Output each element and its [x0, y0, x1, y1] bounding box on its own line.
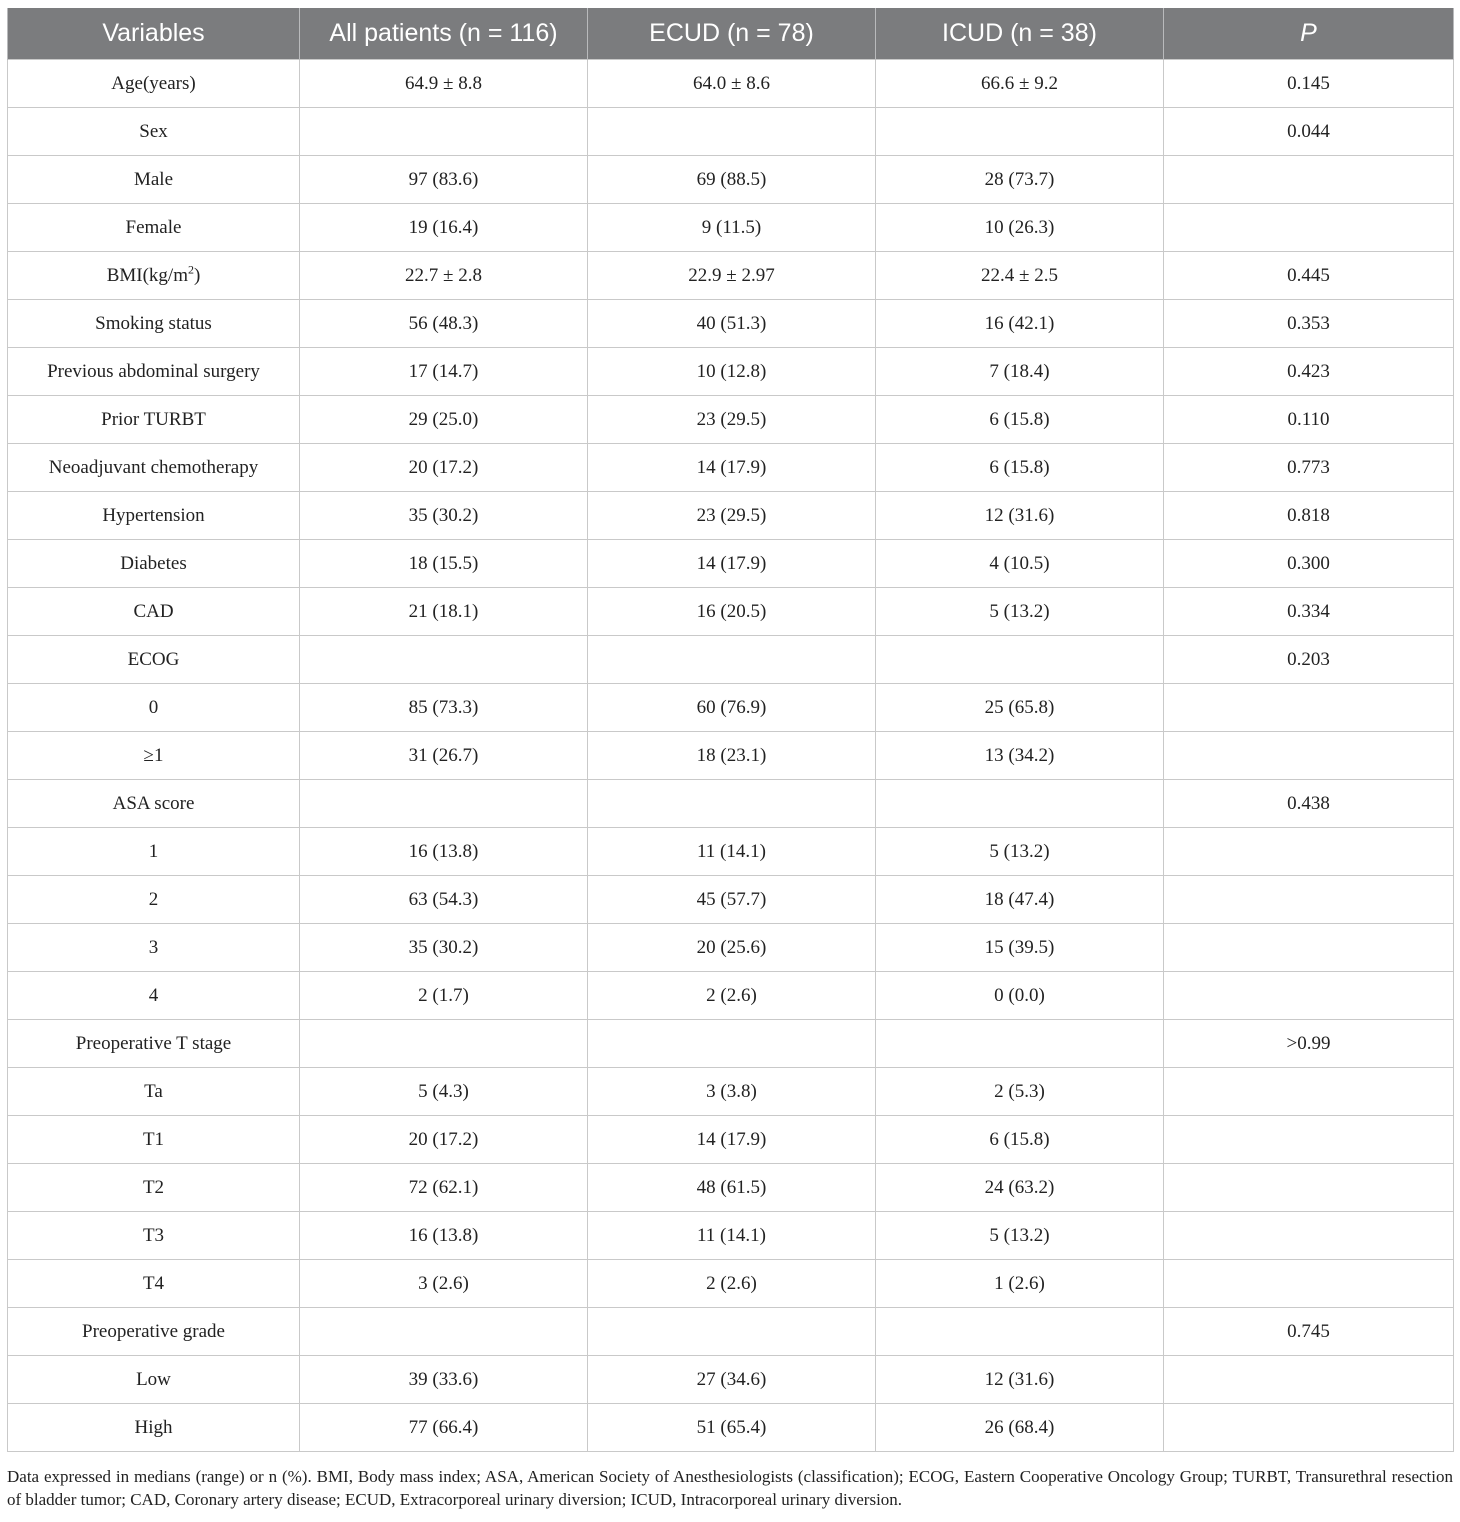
- icud-cell: 5 (13.2): [876, 828, 1164, 876]
- ecud-cell: 9 (11.5): [588, 204, 876, 252]
- table-row: [8, 348, 1454, 396]
- p-value-cell: [1164, 684, 1454, 732]
- all-patients-cell: [300, 1308, 588, 1356]
- p-value-cell: [1164, 876, 1454, 924]
- p-value-cell: [1164, 732, 1454, 780]
- all-patients-cell: 18 (15.5): [300, 540, 588, 588]
- table-row: [8, 1068, 1454, 1116]
- icud-cell: 13 (34.2): [876, 732, 1164, 780]
- table-row: [8, 252, 1454, 300]
- p-value-cell: [1164, 156, 1454, 204]
- variable-cell: Prior TURBT: [8, 396, 300, 444]
- icud-cell: 25 (65.8): [876, 684, 1164, 732]
- table-row: [8, 1020, 1454, 1068]
- p-value-cell: [1164, 1068, 1454, 1116]
- header-all-patients: All patients (n = 116): [300, 8, 588, 60]
- all-patients-cell: 3 (2.6): [300, 1260, 588, 1308]
- variable-cell: CAD: [8, 588, 300, 636]
- p-value-cell: [1164, 1116, 1454, 1164]
- table-row: [8, 1308, 1454, 1356]
- table-row: [8, 924, 1454, 972]
- all-patients-cell: [300, 108, 588, 156]
- variable-cell: Ta: [8, 1068, 300, 1116]
- table-row: [8, 1404, 1454, 1452]
- patient-characteristics-table: [7, 8, 1454, 1452]
- icud-cell: 7 (18.4): [876, 348, 1164, 396]
- variable-cell: T3: [8, 1212, 300, 1260]
- icud-cell: 24 (63.2): [876, 1164, 1164, 1212]
- variable-cell: Diabetes: [8, 540, 300, 588]
- all-patients-cell: 72 (62.1): [300, 1164, 588, 1212]
- icud-cell: 12 (31.6): [876, 492, 1164, 540]
- variable-cell: ≥1: [8, 732, 300, 780]
- ecud-cell: 14 (17.9): [588, 540, 876, 588]
- p-value-cell: [1164, 1260, 1454, 1308]
- ecud-cell: 22.9 ± 2.97: [588, 252, 876, 300]
- ecud-cell: 27 (34.6): [588, 1356, 876, 1404]
- icud-cell: 22.4 ± 2.5: [876, 252, 1164, 300]
- table-row: [8, 636, 1454, 684]
- table-row: [8, 972, 1454, 1020]
- ecud-cell: 51 (65.4): [588, 1404, 876, 1452]
- all-patients-cell: 19 (16.4): [300, 204, 588, 252]
- table-row: [8, 444, 1454, 492]
- variable-cell: ASA score: [8, 780, 300, 828]
- all-patients-cell: 35 (30.2): [300, 492, 588, 540]
- ecud-cell: 48 (61.5): [588, 1164, 876, 1212]
- table-row: [8, 204, 1454, 252]
- ecud-cell: [588, 636, 876, 684]
- p-value-cell: 0.745: [1164, 1308, 1454, 1356]
- ecud-cell: 40 (51.3): [588, 300, 876, 348]
- table-row: [8, 780, 1454, 828]
- all-patients-cell: 2 (1.7): [300, 972, 588, 1020]
- icud-cell: 28 (73.7): [876, 156, 1164, 204]
- p-value-cell: [1164, 972, 1454, 1020]
- variable-cell: [8, 252, 300, 300]
- ecud-cell: 2 (2.6): [588, 972, 876, 1020]
- icud-cell: [876, 108, 1164, 156]
- ecud-cell: 11 (14.1): [588, 1212, 876, 1260]
- p-value-cell: 0.773: [1164, 444, 1454, 492]
- all-patients-cell: 22.7 ± 2.8: [300, 252, 588, 300]
- all-patients-cell: 31 (26.7): [300, 732, 588, 780]
- icud-cell: 6 (15.8): [876, 444, 1164, 492]
- icud-cell: 10 (26.3): [876, 204, 1164, 252]
- icud-cell: 66.6 ± 9.2: [876, 60, 1164, 108]
- p-value-cell: [1164, 1404, 1454, 1452]
- all-patients-cell: 17 (14.7): [300, 348, 588, 396]
- variable-cell: T1: [8, 1116, 300, 1164]
- header-icud: ICUD (n = 38): [876, 8, 1164, 60]
- p-value-cell: 0.445: [1164, 252, 1454, 300]
- header-p-value: P: [1164, 8, 1454, 60]
- p-value-cell: [1164, 1164, 1454, 1212]
- variable-cell: Age(years): [8, 60, 300, 108]
- icud-cell: 18 (47.4): [876, 876, 1164, 924]
- ecud-cell: 23 (29.5): [588, 492, 876, 540]
- p-value-cell: 0.818: [1164, 492, 1454, 540]
- all-patients-cell: 64.9 ± 8.8: [300, 60, 588, 108]
- table-row: [8, 396, 1454, 444]
- all-patients-cell: 56 (48.3): [300, 300, 588, 348]
- all-patients-cell: 85 (73.3): [300, 684, 588, 732]
- bmi-label-superscript: 2: [187, 262, 194, 277]
- ecud-cell: 14 (17.9): [588, 444, 876, 492]
- ecud-cell: [588, 1020, 876, 1068]
- ecud-cell: 64.0 ± 8.6: [588, 60, 876, 108]
- ecud-cell: 18 (23.1): [588, 732, 876, 780]
- ecud-cell: 3 (3.8): [588, 1068, 876, 1116]
- icud-cell: 5 (13.2): [876, 1212, 1164, 1260]
- variable-cell: T4: [8, 1260, 300, 1308]
- variable-cell: Smoking status: [8, 300, 300, 348]
- table-row: [8, 540, 1454, 588]
- icud-cell: 16 (42.1): [876, 300, 1164, 348]
- all-patients-cell: 39 (33.6): [300, 1356, 588, 1404]
- variable-cell: Male: [8, 156, 300, 204]
- variable-cell: Previous abdominal surgery: [8, 348, 300, 396]
- ecud-cell: 45 (57.7): [588, 876, 876, 924]
- variable-cell: Hypertension: [8, 492, 300, 540]
- all-patients-cell: 16 (13.8): [300, 1212, 588, 1260]
- table-row: [8, 588, 1454, 636]
- ecud-cell: [588, 108, 876, 156]
- p-value-cell: 0.203: [1164, 636, 1454, 684]
- variable-cell: ECOG: [8, 636, 300, 684]
- table-header-row: [8, 8, 1454, 60]
- all-patients-cell: 20 (17.2): [300, 444, 588, 492]
- table-row: [8, 732, 1454, 780]
- table-body: [8, 60, 1454, 1452]
- table-row: [8, 108, 1454, 156]
- table-row: [8, 828, 1454, 876]
- header-ecud: ECUD (n = 78): [588, 8, 876, 60]
- all-patients-cell: [300, 636, 588, 684]
- ecud-cell: 11 (14.1): [588, 828, 876, 876]
- variable-cell: T2: [8, 1164, 300, 1212]
- icud-cell: 2 (5.3): [876, 1068, 1164, 1116]
- p-value-cell: 0.423: [1164, 348, 1454, 396]
- icud-cell: 15 (39.5): [876, 924, 1164, 972]
- icud-cell: 4 (10.5): [876, 540, 1164, 588]
- p-value-cell: [1164, 1356, 1454, 1404]
- bmi-label-suffix: ): [193, 264, 201, 286]
- ecud-cell: [588, 1308, 876, 1356]
- variable-cell: Female: [8, 204, 300, 252]
- bmi-label-prefix: BMI(kg/m: [106, 264, 188, 286]
- p-value-cell: >0.99: [1164, 1020, 1454, 1068]
- variable-cell: 1: [8, 828, 300, 876]
- table-footnote: Data expressed in medians (range) or n (%). BMI, Body mass index; ASA, American Society of Anesthesiologists (classification); ECOG, Eastern Cooperative Oncology Group; TURBT, Transurethral resection of bladder tumor; CAD, Coronary artery disease; ECUD, Extracorporeal urinary diversion; ICUD, Intracorporeal urinary diversion.: [7, 1467, 1453, 1509]
- icud-cell: [876, 1020, 1164, 1068]
- all-patients-cell: 63 (54.3): [300, 876, 588, 924]
- all-patients-cell: 35 (30.2): [300, 924, 588, 972]
- icud-cell: 1 (2.6): [876, 1260, 1164, 1308]
- variable-cell: Sex: [8, 108, 300, 156]
- ecud-cell: 2 (2.6): [588, 1260, 876, 1308]
- ecud-cell: 14 (17.9): [588, 1116, 876, 1164]
- p-value-cell: 0.334: [1164, 588, 1454, 636]
- p-value-cell: 0.110: [1164, 396, 1454, 444]
- p-value-cell: 0.353: [1164, 300, 1454, 348]
- icud-cell: 0 (0.0): [876, 972, 1164, 1020]
- all-patients-cell: 77 (66.4): [300, 1404, 588, 1452]
- variable-cell: Neoadjuvant chemotherapy: [8, 444, 300, 492]
- variable-cell: 0: [8, 684, 300, 732]
- variable-cell: 2: [8, 876, 300, 924]
- p-value-cell: [1164, 924, 1454, 972]
- ecud-cell: 10 (12.8): [588, 348, 876, 396]
- table-row: [8, 156, 1454, 204]
- all-patients-cell: 20 (17.2): [300, 1116, 588, 1164]
- all-patients-cell: 16 (13.8): [300, 828, 588, 876]
- ecud-cell: 20 (25.6): [588, 924, 876, 972]
- variable-cell: Low: [8, 1356, 300, 1404]
- table-row: [8, 1356, 1454, 1404]
- table-row: [8, 492, 1454, 540]
- table-row: [8, 1164, 1454, 1212]
- table-row: [8, 1116, 1454, 1164]
- icud-cell: 6 (15.8): [876, 1116, 1164, 1164]
- p-value-cell: [1164, 204, 1454, 252]
- p-value-cell: [1164, 828, 1454, 876]
- icud-cell: [876, 1308, 1164, 1356]
- variable-cell: Preoperative T stage: [8, 1020, 300, 1068]
- table-container: [7, 8, 1453, 1452]
- icud-cell: 12 (31.6): [876, 1356, 1164, 1404]
- all-patients-cell: 5 (4.3): [300, 1068, 588, 1116]
- all-patients-cell: [300, 780, 588, 828]
- all-patients-cell: 21 (18.1): [300, 588, 588, 636]
- table-row: [8, 1212, 1454, 1260]
- icud-cell: 5 (13.2): [876, 588, 1164, 636]
- p-value-cell: 0.044: [1164, 108, 1454, 156]
- icud-cell: 6 (15.8): [876, 396, 1164, 444]
- ecud-cell: 16 (20.5): [588, 588, 876, 636]
- p-value-cell: 0.145: [1164, 60, 1454, 108]
- table-row: [8, 876, 1454, 924]
- table-row: [8, 1260, 1454, 1308]
- icud-cell: 26 (68.4): [876, 1404, 1164, 1452]
- variable-cell: High: [8, 1404, 300, 1452]
- table-row: [8, 300, 1454, 348]
- table-row: [8, 60, 1454, 108]
- variable-cell: 4: [8, 972, 300, 1020]
- all-patients-cell: [300, 1020, 588, 1068]
- p-value-cell: 0.438: [1164, 780, 1454, 828]
- all-patients-cell: 29 (25.0): [300, 396, 588, 444]
- ecud-cell: 23 (29.5): [588, 396, 876, 444]
- header-variables: Variables: [8, 8, 300, 60]
- p-value-cell: 0.300: [1164, 540, 1454, 588]
- ecud-cell: 60 (76.9): [588, 684, 876, 732]
- table-row: [8, 684, 1454, 732]
- icud-cell: [876, 636, 1164, 684]
- ecud-cell: [588, 780, 876, 828]
- all-patients-cell: 97 (83.6): [300, 156, 588, 204]
- variable-cell: Preoperative grade: [8, 1308, 300, 1356]
- variable-cell: 3: [8, 924, 300, 972]
- p-value-cell: [1164, 1212, 1454, 1260]
- icud-cell: [876, 780, 1164, 828]
- ecud-cell: 69 (88.5): [588, 156, 876, 204]
